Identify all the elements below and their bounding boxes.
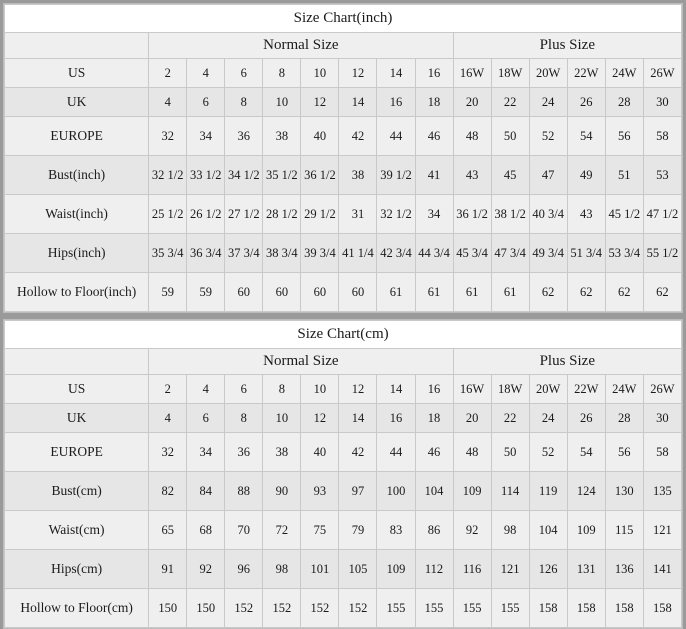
- cell: 82: [149, 472, 187, 511]
- cell: 12: [339, 375, 377, 404]
- cell: 90: [263, 472, 301, 511]
- cell: 24W: [605, 59, 643, 88]
- cell: 8: [225, 404, 263, 433]
- cell: 4: [149, 88, 187, 117]
- cell: 33 1/2: [187, 156, 225, 195]
- cell: 38: [339, 156, 377, 195]
- cell: 32: [149, 433, 187, 472]
- cell: 18W: [491, 59, 529, 88]
- cell: 62: [567, 273, 605, 312]
- row-label: Waist(cm): [5, 511, 149, 550]
- cell: 54: [567, 433, 605, 472]
- cell: 152: [301, 589, 339, 628]
- cell: 58: [643, 117, 681, 156]
- cell: 60: [225, 273, 263, 312]
- cell: 62: [643, 273, 681, 312]
- cell: 44 3/4: [415, 234, 453, 273]
- cell: 130: [605, 472, 643, 511]
- chart-title: Size Chart(cm): [5, 321, 682, 349]
- table-row: [5, 472, 682, 511]
- cell: 18: [415, 88, 453, 117]
- cell: 10: [263, 88, 301, 117]
- cell: 49: [567, 156, 605, 195]
- table-row: [5, 156, 682, 195]
- row-label: Bust(cm): [5, 472, 149, 511]
- cell: 158: [643, 589, 681, 628]
- cell: 135: [643, 472, 681, 511]
- cell: 6: [187, 404, 225, 433]
- cell: 53: [643, 156, 681, 195]
- cell: 39 1/2: [377, 156, 415, 195]
- cell: 31: [339, 195, 377, 234]
- table-row: [5, 589, 682, 628]
- table-row: [5, 375, 682, 404]
- cell: 28 1/2: [263, 195, 301, 234]
- row-label: EUROPE: [5, 117, 149, 156]
- group-header-normal: Normal Size: [149, 349, 453, 375]
- cell: 26: [567, 88, 605, 117]
- cell: 112: [415, 550, 453, 589]
- cell: 62: [529, 273, 567, 312]
- cell: 92: [187, 550, 225, 589]
- cell: 26W: [643, 59, 681, 88]
- cell: 34 1/2: [225, 156, 263, 195]
- cell: 12: [301, 88, 339, 117]
- cell: 109: [567, 511, 605, 550]
- cell: 47 1/2: [643, 195, 681, 234]
- cell: 32: [149, 117, 187, 156]
- group-header-plus: Plus Size: [453, 349, 681, 375]
- cell: 28: [605, 88, 643, 117]
- cell: 158: [567, 589, 605, 628]
- cell: 42 3/4: [377, 234, 415, 273]
- cell: 53 3/4: [605, 234, 643, 273]
- size-chart-inch-table: [4, 4, 682, 312]
- cell: 48: [453, 117, 491, 156]
- cell: 152: [225, 589, 263, 628]
- cell: 68: [187, 511, 225, 550]
- cell: 100: [377, 472, 415, 511]
- cell: 92: [453, 511, 491, 550]
- cell: 52: [529, 117, 567, 156]
- row-label: US: [5, 375, 149, 404]
- cell: 91: [149, 550, 187, 589]
- cell: 150: [149, 589, 187, 628]
- cell: 29 1/2: [301, 195, 339, 234]
- cell: 28: [605, 404, 643, 433]
- cell: 105: [339, 550, 377, 589]
- cell: 40 3/4: [529, 195, 567, 234]
- row-label: UK: [5, 88, 149, 117]
- cell: 6: [187, 88, 225, 117]
- cell: 40: [301, 117, 339, 156]
- cell: 36: [225, 117, 263, 156]
- row-label: EUROPE: [5, 433, 149, 472]
- group-header-row: [5, 33, 682, 59]
- cell: 8: [225, 88, 263, 117]
- cell: 50: [491, 433, 529, 472]
- cell: 4: [187, 375, 225, 404]
- cell: 56: [605, 433, 643, 472]
- cell: 60: [263, 273, 301, 312]
- cell: 8: [263, 375, 301, 404]
- cell: 34: [187, 433, 225, 472]
- cell: 32 1/2: [149, 156, 187, 195]
- cell: 26: [567, 404, 605, 433]
- cell: 16W: [453, 59, 491, 88]
- cell: 40: [301, 433, 339, 472]
- cell: 152: [339, 589, 377, 628]
- cell: 10: [263, 404, 301, 433]
- cell: 6: [225, 375, 263, 404]
- cell: 98: [263, 550, 301, 589]
- cell: 49 3/4: [529, 234, 567, 273]
- table-row: [5, 234, 682, 273]
- row-label: Hips(cm): [5, 550, 149, 589]
- cell: 12: [301, 404, 339, 433]
- cell: 104: [529, 511, 567, 550]
- chart-title-row: [5, 5, 682, 33]
- cell: 41: [415, 156, 453, 195]
- size-chart-cm-table: [4, 320, 682, 628]
- table-row: [5, 88, 682, 117]
- cell: 42: [339, 117, 377, 156]
- row-label: US: [5, 59, 149, 88]
- cell: 141: [643, 550, 681, 589]
- table-row: [5, 195, 682, 234]
- cell: 6: [225, 59, 263, 88]
- group-header-blank: [5, 349, 149, 375]
- table-row: [5, 404, 682, 433]
- cell: 46: [415, 117, 453, 156]
- cell: 16: [415, 375, 453, 404]
- cell: 4: [149, 404, 187, 433]
- cell: 72: [263, 511, 301, 550]
- cell: 36 1/2: [453, 195, 491, 234]
- cell: 55 1/2: [643, 234, 681, 273]
- cell: 2: [149, 59, 187, 88]
- cell: 75: [301, 511, 339, 550]
- cell: 20W: [529, 375, 567, 404]
- cell: 155: [491, 589, 529, 628]
- table-row: [5, 550, 682, 589]
- cell: 114: [491, 472, 529, 511]
- cell: 119: [529, 472, 567, 511]
- cell: 101: [301, 550, 339, 589]
- group-header-row: [5, 349, 682, 375]
- cell: 14: [377, 375, 415, 404]
- cell: 104: [415, 472, 453, 511]
- row-label: UK: [5, 404, 149, 433]
- cell: 32 1/2: [377, 195, 415, 234]
- cell: 22W: [567, 59, 605, 88]
- cell: 155: [415, 589, 453, 628]
- cell: 61: [491, 273, 529, 312]
- cell: 38: [263, 433, 301, 472]
- cell: 24W: [605, 375, 643, 404]
- cell: 45: [491, 156, 529, 195]
- table-row: [5, 433, 682, 472]
- cell: 50: [491, 117, 529, 156]
- size-chart-cm: [3, 319, 683, 629]
- cell: 4: [187, 59, 225, 88]
- cell: 155: [377, 589, 415, 628]
- cell: 30: [643, 88, 681, 117]
- cell: 126: [529, 550, 567, 589]
- cell: 48: [453, 433, 491, 472]
- cell: 8: [263, 59, 301, 88]
- cell: 61: [415, 273, 453, 312]
- cell: 43: [453, 156, 491, 195]
- cell: 22: [491, 404, 529, 433]
- size-chart-inch: [3, 3, 683, 313]
- row-label: Waist(inch): [5, 195, 149, 234]
- row-label: Bust(inch): [5, 156, 149, 195]
- cell: 38 3/4: [263, 234, 301, 273]
- cell: 27 1/2: [225, 195, 263, 234]
- cell: 60: [301, 273, 339, 312]
- cell: 83: [377, 511, 415, 550]
- group-header-normal: Normal Size: [149, 33, 453, 59]
- cell: 121: [491, 550, 529, 589]
- cell: 36: [225, 433, 263, 472]
- group-header-plus: Plus Size: [453, 33, 681, 59]
- chart-title: Size Chart(inch): [5, 5, 682, 33]
- cell: 84: [187, 472, 225, 511]
- chart-title-row: [5, 321, 682, 349]
- cell: 26W: [643, 375, 681, 404]
- cell: 14: [339, 88, 377, 117]
- cell: 18: [415, 404, 453, 433]
- cell: 136: [605, 550, 643, 589]
- table-row: [5, 117, 682, 156]
- cell: 20: [453, 404, 491, 433]
- cell: 22W: [567, 375, 605, 404]
- cell: 97: [339, 472, 377, 511]
- cell: 54: [567, 117, 605, 156]
- cell: 56: [605, 117, 643, 156]
- cell: 38: [263, 117, 301, 156]
- cell: 14: [377, 59, 415, 88]
- cell: 16W: [453, 375, 491, 404]
- cell: 41 1/4: [339, 234, 377, 273]
- cell: 42: [339, 433, 377, 472]
- cell: 93: [301, 472, 339, 511]
- cell: 152: [263, 589, 301, 628]
- cell: 47: [529, 156, 567, 195]
- cell: 36 1/2: [301, 156, 339, 195]
- cell: 16: [377, 88, 415, 117]
- cell: 35 3/4: [149, 234, 187, 273]
- cell: 16: [415, 59, 453, 88]
- cell: 35 1/2: [263, 156, 301, 195]
- cell: 52: [529, 433, 567, 472]
- row-label: Hips(inch): [5, 234, 149, 273]
- cell: 45 3/4: [453, 234, 491, 273]
- cell: 109: [453, 472, 491, 511]
- table-row: [5, 59, 682, 88]
- cell: 51 3/4: [567, 234, 605, 273]
- cell: 34: [415, 195, 453, 234]
- cell: 44: [377, 117, 415, 156]
- cell: 109: [377, 550, 415, 589]
- cell: 30: [643, 404, 681, 433]
- cell: 12: [339, 59, 377, 88]
- cell: 61: [377, 273, 415, 312]
- cell: 79: [339, 511, 377, 550]
- cell: 20: [453, 88, 491, 117]
- cell: 10: [301, 59, 339, 88]
- cell: 70: [225, 511, 263, 550]
- cell: 45 1/2: [605, 195, 643, 234]
- row-label: Hollow to Floor(inch): [5, 273, 149, 312]
- cell: 62: [605, 273, 643, 312]
- cell: 20W: [529, 59, 567, 88]
- cell: 16: [377, 404, 415, 433]
- cell: 26 1/2: [187, 195, 225, 234]
- cell: 96: [225, 550, 263, 589]
- cell: 124: [567, 472, 605, 511]
- cell: 39 3/4: [301, 234, 339, 273]
- cell: 158: [529, 589, 567, 628]
- cell: 60: [339, 273, 377, 312]
- cell: 24: [529, 404, 567, 433]
- cell: 14: [339, 404, 377, 433]
- table-row: [5, 273, 682, 312]
- cell: 65: [149, 511, 187, 550]
- table-row: [5, 511, 682, 550]
- cell: 51: [605, 156, 643, 195]
- cell: 10: [301, 375, 339, 404]
- cell: 46: [415, 433, 453, 472]
- cell: 131: [567, 550, 605, 589]
- cell: 18W: [491, 375, 529, 404]
- cell: 88: [225, 472, 263, 511]
- cell: 121: [643, 511, 681, 550]
- cell: 2: [149, 375, 187, 404]
- cell: 25 1/2: [149, 195, 187, 234]
- cell: 86: [415, 511, 453, 550]
- row-label: Hollow to Floor(cm): [5, 589, 149, 628]
- cell: 38 1/2: [491, 195, 529, 234]
- cell: 158: [605, 589, 643, 628]
- cell: 22: [491, 88, 529, 117]
- cell: 44: [377, 433, 415, 472]
- cell: 116: [453, 550, 491, 589]
- cell: 98: [491, 511, 529, 550]
- cell: 36 3/4: [187, 234, 225, 273]
- cell: 59: [187, 273, 225, 312]
- cell: 37 3/4: [225, 234, 263, 273]
- cell: 47 3/4: [491, 234, 529, 273]
- cell: 155: [453, 589, 491, 628]
- cell: 34: [187, 117, 225, 156]
- cell: 24: [529, 88, 567, 117]
- cell: 43: [567, 195, 605, 234]
- group-header-blank: [5, 33, 149, 59]
- cell: 61: [453, 273, 491, 312]
- cell: 150: [187, 589, 225, 628]
- cell: 115: [605, 511, 643, 550]
- cell: 58: [643, 433, 681, 472]
- cell: 59: [149, 273, 187, 312]
